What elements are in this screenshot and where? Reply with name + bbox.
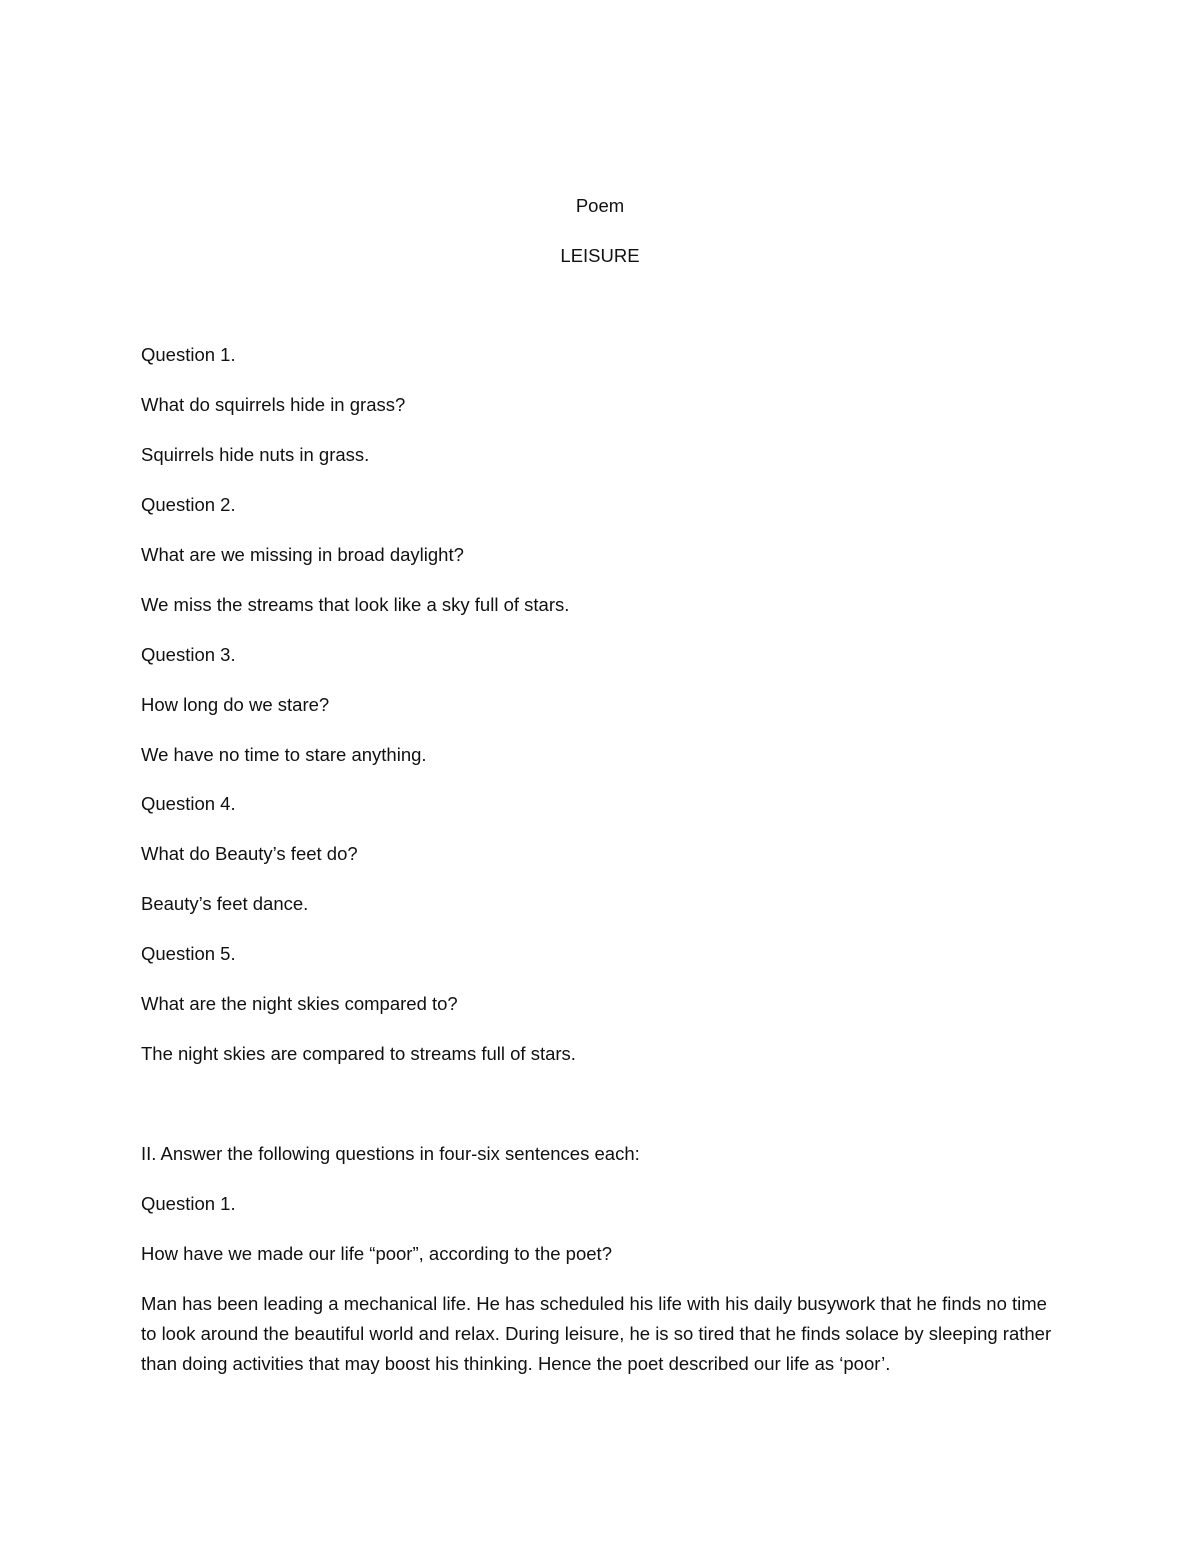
question-text: What do squirrels hide in grass?	[141, 394, 406, 415]
question-label: Question 2.	[141, 494, 236, 515]
poem-title: LEISURE	[560, 245, 640, 266]
question-label: Question 4.	[141, 793, 236, 814]
question-text: What are the night skies compared to?	[141, 993, 458, 1014]
answer-text: We miss the streams that look like a sky full of stars.	[141, 594, 570, 615]
answer-text: We have no time to stare anything.	[141, 744, 427, 765]
answer-text: Squirrels hide nuts in grass.	[141, 444, 370, 465]
answer-text: Beauty’s feet dance.	[141, 893, 309, 914]
answer-text: The night skies are compared to streams full of stars.	[141, 1043, 576, 1064]
document-heading: Poem	[575, 195, 625, 216]
question-text: What do Beauty’s feet do?	[141, 843, 358, 864]
question-label: Question 3.	[141, 644, 236, 665]
answer-paragraph: Man has been leading a mechanical life. He has scheduled his life with his daily busywork that he finds no time to look around the beautiful world and relax. During leisure, he is so tired that he finds solace by sleeping rather than doing activities that may boost his thinking. Hence the poet described our life as ‘poor’.	[141, 1293, 1052, 1374]
question-label: Question 1.	[141, 344, 236, 365]
question-text: What are we missing in broad daylight?	[141, 544, 464, 565]
question-text: How long do we stare?	[141, 694, 330, 715]
section-instruction: II. Answer the following questions in four-six sentences each:	[141, 1143, 640, 1164]
question-text: How have we made our life “poor”, according to the poet?	[141, 1243, 612, 1264]
question-label: Question 5.	[141, 943, 236, 964]
question-label: Question 1.	[141, 1193, 236, 1214]
